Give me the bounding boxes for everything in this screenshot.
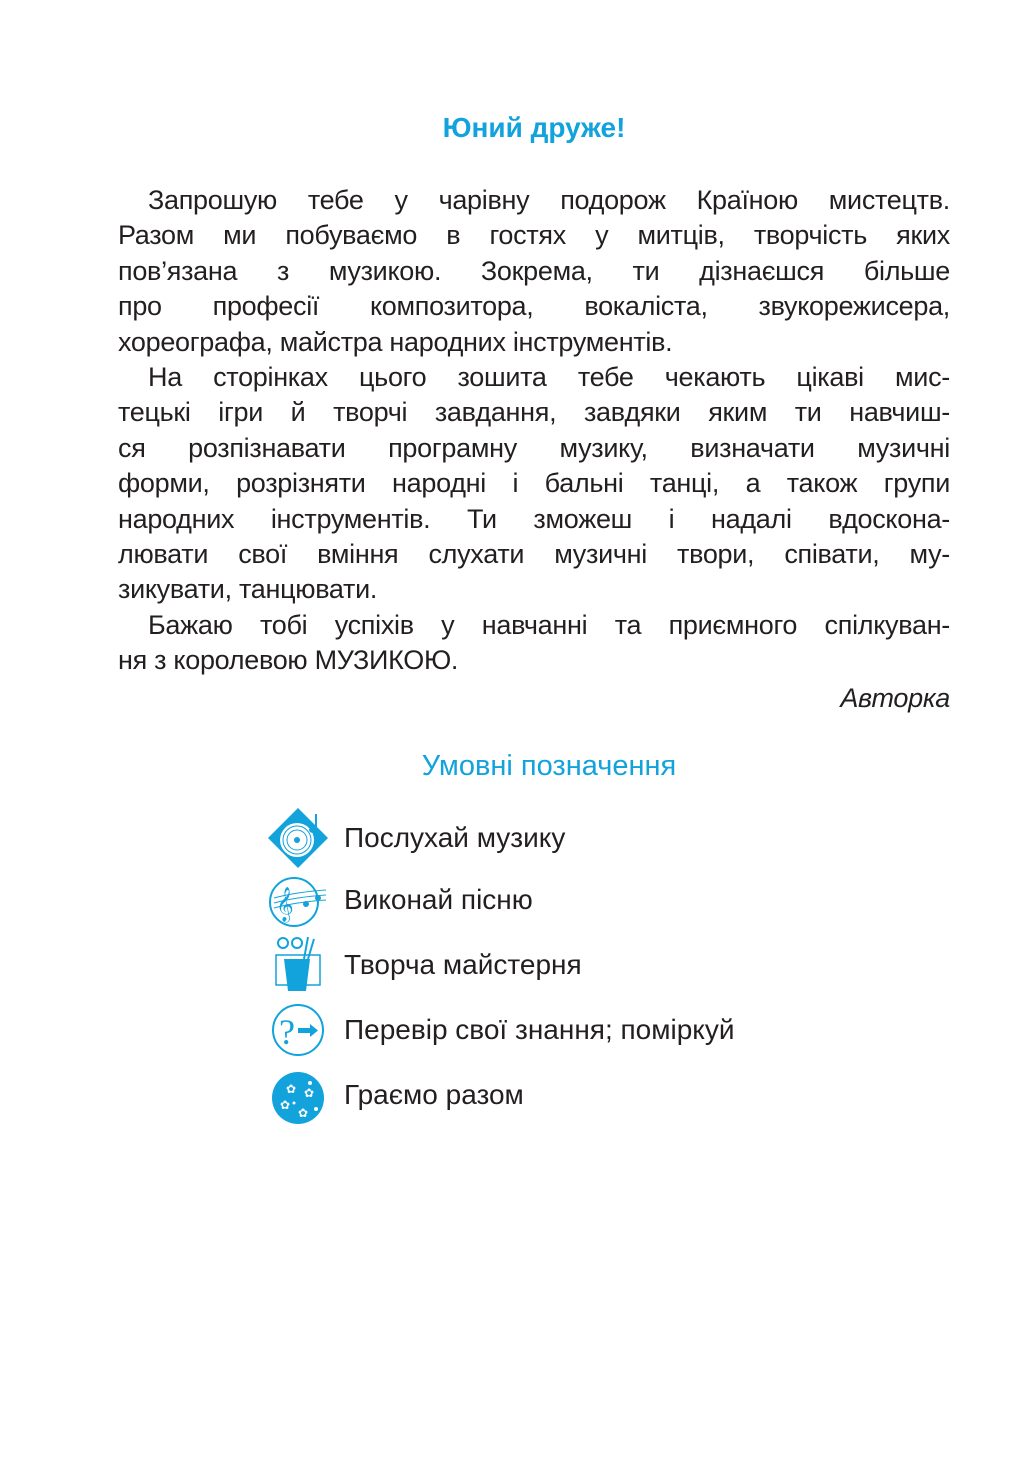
intro-text [118,183,950,716]
svg-text:✿: ✿ [298,1106,309,1120]
text-line: Бажаю тобі успіхів у навчанні та приємного спілкуван- [148,609,950,640]
svg-text:?: ? [279,1012,295,1052]
legend-label: Творча майстерня [344,949,582,980]
text-line: пов’язана з музикою. Зокрема, ти дізнаєшся більше [118,255,950,286]
legend-title: Умовні позначення [421,750,677,782]
svg-text:✿: ✿ [304,1086,315,1100]
text-line: Разом ми побуваємо в гостях у митців, творчість яких [118,220,950,251]
text-line: На сторінках цього зошита тебе чекають цікаві мис- [148,362,950,393]
text-line: народних інструментів. Ти зможеш і надалі вдоскона- [118,503,950,534]
legend-label: Граємо разом [344,1079,524,1110]
song-notes-icon [266,868,330,932]
paragraph-1 [118,183,950,360]
text-line: Запрошую тебе у чарівну подорож Країною мистецтв. [148,185,950,215]
text-line: зикувати, танцювати. [118,574,378,605]
page-title: Юний друже! [442,112,626,143]
text-line: лювати свої вміння слухати музичні твори, співати, му- [118,539,950,570]
legend-label: Виконай пісню [344,884,533,915]
svg-text:✿: ✿ [280,1098,291,1112]
legend-item [266,868,866,932]
paragraph-2 [118,360,950,608]
text-line: форми, розрізняти народні і бальні танці, а також групи [118,468,950,499]
legend-item [266,806,866,870]
legend-item [266,1063,866,1127]
text-line: ся розпізнавати програмну музику, визначати музичні [118,432,950,463]
legend-item [266,998,866,1062]
svg-text:𝄞: 𝄞 [276,888,294,921]
brushes-cup-icon [266,933,330,997]
author-signature: Авторка [840,682,950,713]
text-line: про професії композитора, вокаліста, звукорежисера, [118,291,950,322]
question-arrow-icon [266,998,330,1062]
legend-item [266,933,866,997]
text-line: тецькі ігри й творчі завдання, завдяки яким ти навчиш- [118,397,950,428]
paragraph-3 [118,608,950,679]
text-line: хореографа, майстра народних інструментів. [118,326,673,357]
legend-label: Послухай музику [344,822,566,853]
legend-label: Перевір свої знання; поміркуй [344,1014,735,1045]
flowers-circle-icon [266,1063,330,1127]
text-line: ня з королевою МУЗИКОЮ. [118,645,459,676]
svg-text:✿: ✿ [286,1082,297,1096]
music-disc-icon [266,806,330,870]
